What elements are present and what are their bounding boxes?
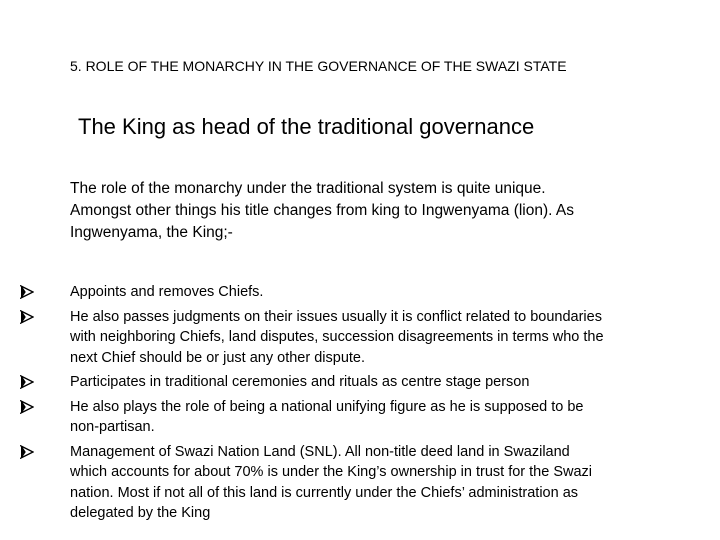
intro-line: Amongst other things his title changes from king to Ingwenyama (lion). As <box>70 202 574 219</box>
bullet-item <box>20 282 680 303</box>
section-heading: 5. ROLE OF THE MONARCHY IN THE GOVERNANCE OF THE SWAZI STATE <box>70 58 567 74</box>
intro-paragraph <box>70 178 690 244</box>
arrow-bullet-icon <box>20 400 34 414</box>
bullet-item <box>20 397 680 438</box>
bullet-item <box>20 372 680 393</box>
bullet-line: next Chief should be or just any other dispute. <box>70 349 366 366</box>
bullet-line: Management of Swazi Nation Land (SNL). All non-title deed land in Swaziland <box>70 443 570 460</box>
bullet-text <box>70 282 680 303</box>
arrow-bullet-icon <box>20 445 34 459</box>
intro-line: Ingwenyama, the King;- <box>70 224 233 241</box>
bullet-line: delegated by the King <box>70 505 211 521</box>
bullet-list <box>20 282 680 528</box>
bullet-item <box>20 442 680 524</box>
bullet-line: nation. Most if not all of this land is currently under the Chiefs’ administration as <box>70 484 579 501</box>
bullet-line: He also passes judgments on their issues usually it is conflict related to boundaries <box>70 308 602 325</box>
bullet-item <box>20 307 680 369</box>
arrow-bullet-icon <box>20 375 34 389</box>
bullet-line: He also plays the role of being a national unifying figure as he is supposed to be <box>70 398 584 415</box>
arrow-bullet-icon <box>20 310 34 324</box>
bullet-text <box>70 372 680 393</box>
slide-subtitle: The King as head of the traditional governance <box>78 114 535 139</box>
intro-line: The role of the monarchy under the traditional system is quite unique. <box>70 180 546 197</box>
bullet-line: non-partisan. <box>70 419 155 435</box>
bullet-line: Participates in traditional ceremonies and rituals as centre stage person <box>70 374 530 390</box>
bullet-line: which accounts for about 70% is under the King’s ownership in trust for the Swazi <box>70 464 593 480</box>
arrow-bullet-icon <box>20 285 34 299</box>
bullet-text <box>70 397 680 438</box>
bullet-text <box>70 307 680 369</box>
bullet-line: Appoints and removes Chiefs. <box>70 284 264 300</box>
bullet-line: with neighboring Chiefs, land disputes, succession disagreements in terms who the <box>70 329 604 345</box>
bullet-text <box>70 442 680 524</box>
